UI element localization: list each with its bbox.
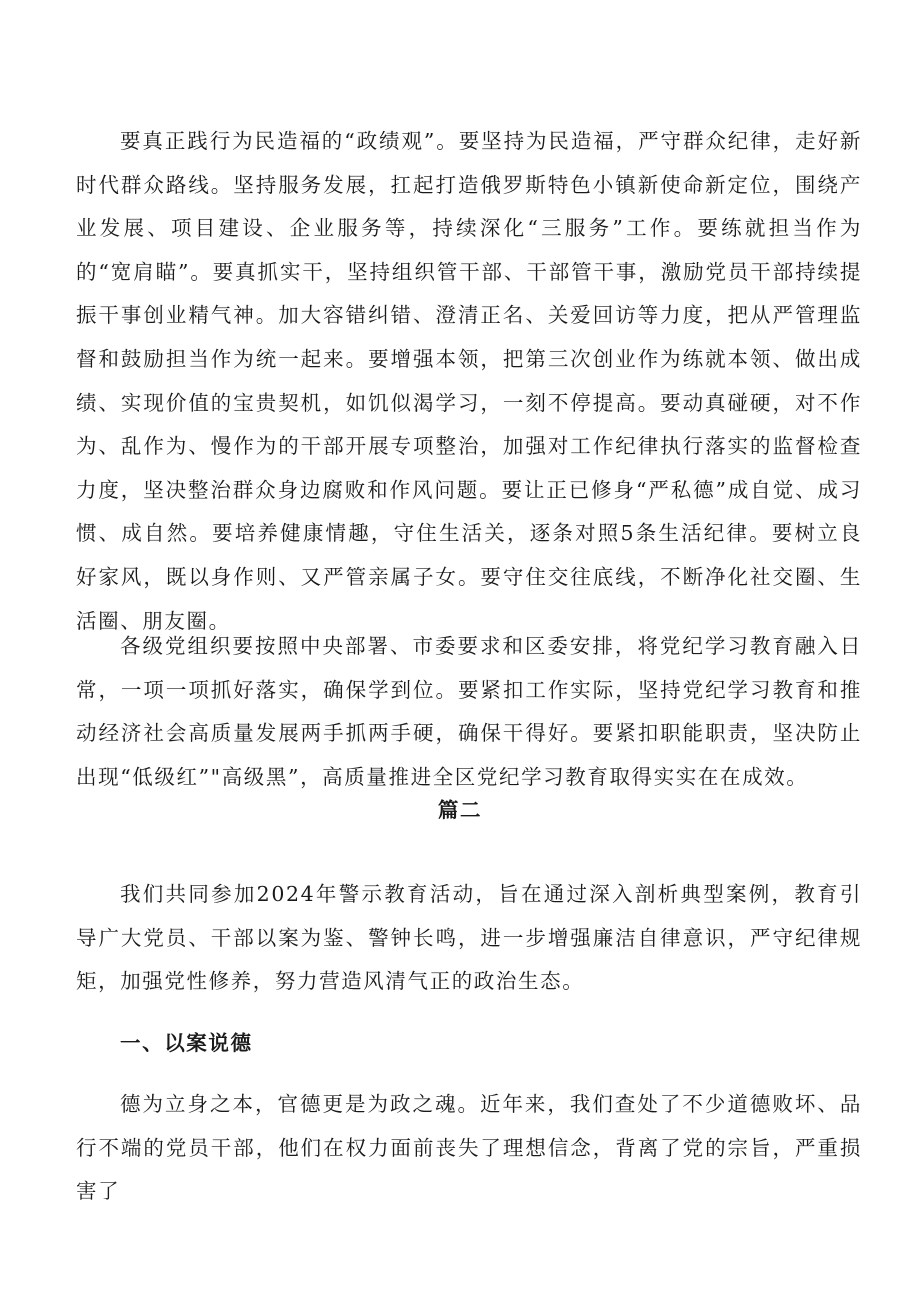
body-paragraph: 德为立身之本，官德更是为政之魂。近年来，我们查处了不少道德败坏、品行不端的党员干部，他们在权力面前丧失了理想信念，背离了党的宗旨，严重损害了 bbox=[76, 1092, 862, 1204]
body-paragraph: 我们共同参加2024年警示教育活动，旨在通过深入剖析典型案例，教育引导广大党员、干部以案为鉴、警钟长鸣，进一步增强廉洁自律意识，严守纪律规矩，加强党性修养，努力营造风清气正的政治生态。 bbox=[76, 882, 862, 994]
body-paragraph: 要真正践行为民造福的“政绩观”。要坚持为民造福，严守群众纪律，走好新时代群众路线。坚持服务发展，扛起打造俄罗斯特色小镇新使命新定位，围绕产业发展、项目建设、企业服务等，持续深化“三服务”工作。要练就担当作为的“宽肩瞄”。要真抓实干，坚持组织管干部、干部管干事，激励党员干部持续提振干事创业精气神。加大容错纠错、澄清正名、关爱回访等力度，把从严管理监督和鼓励担当作为统一起来。要增强本领，把第三次创业作为练就本领、做出成绩、实现价值的宝贵契机，如饥似渴学习，一刻不停提高。要动真碰硬，对不作为、乱作为、慢作为的干部开展专项整治，加强对工作纪律执行落实的监督检查力度，坚决整治群众身边腐败和作风问题。要让正已修身“严私德”成自觉、成习惯、成自然。要培养健康情趣，守住生活关，逐条对照5条生活纪律。要树立良好家风，既以身作则、又严管亲属子女。要守住交往底线，不断净化社交圈、生活圈、朋友圈。 bbox=[76, 129, 862, 633]
subheading: 一、以案说德 bbox=[120, 1031, 253, 1055]
section-title: 篇二 bbox=[437, 798, 483, 822]
body-paragraph: 各级党组织要按照中央部署、市委要求和区委安排，将党纪学习教育融入日常，一项一项抓好落实，确保学到位。要紧扣工作实际，坚持党纪学习教育和推动经济社会高质量发展两手抓两手硬，确保干得好。要紧扣职能职责，坚决防止出现“低级红”"高级黑”，高质量推进全区党纪学习教育取得实实在在成效。 bbox=[76, 634, 862, 789]
